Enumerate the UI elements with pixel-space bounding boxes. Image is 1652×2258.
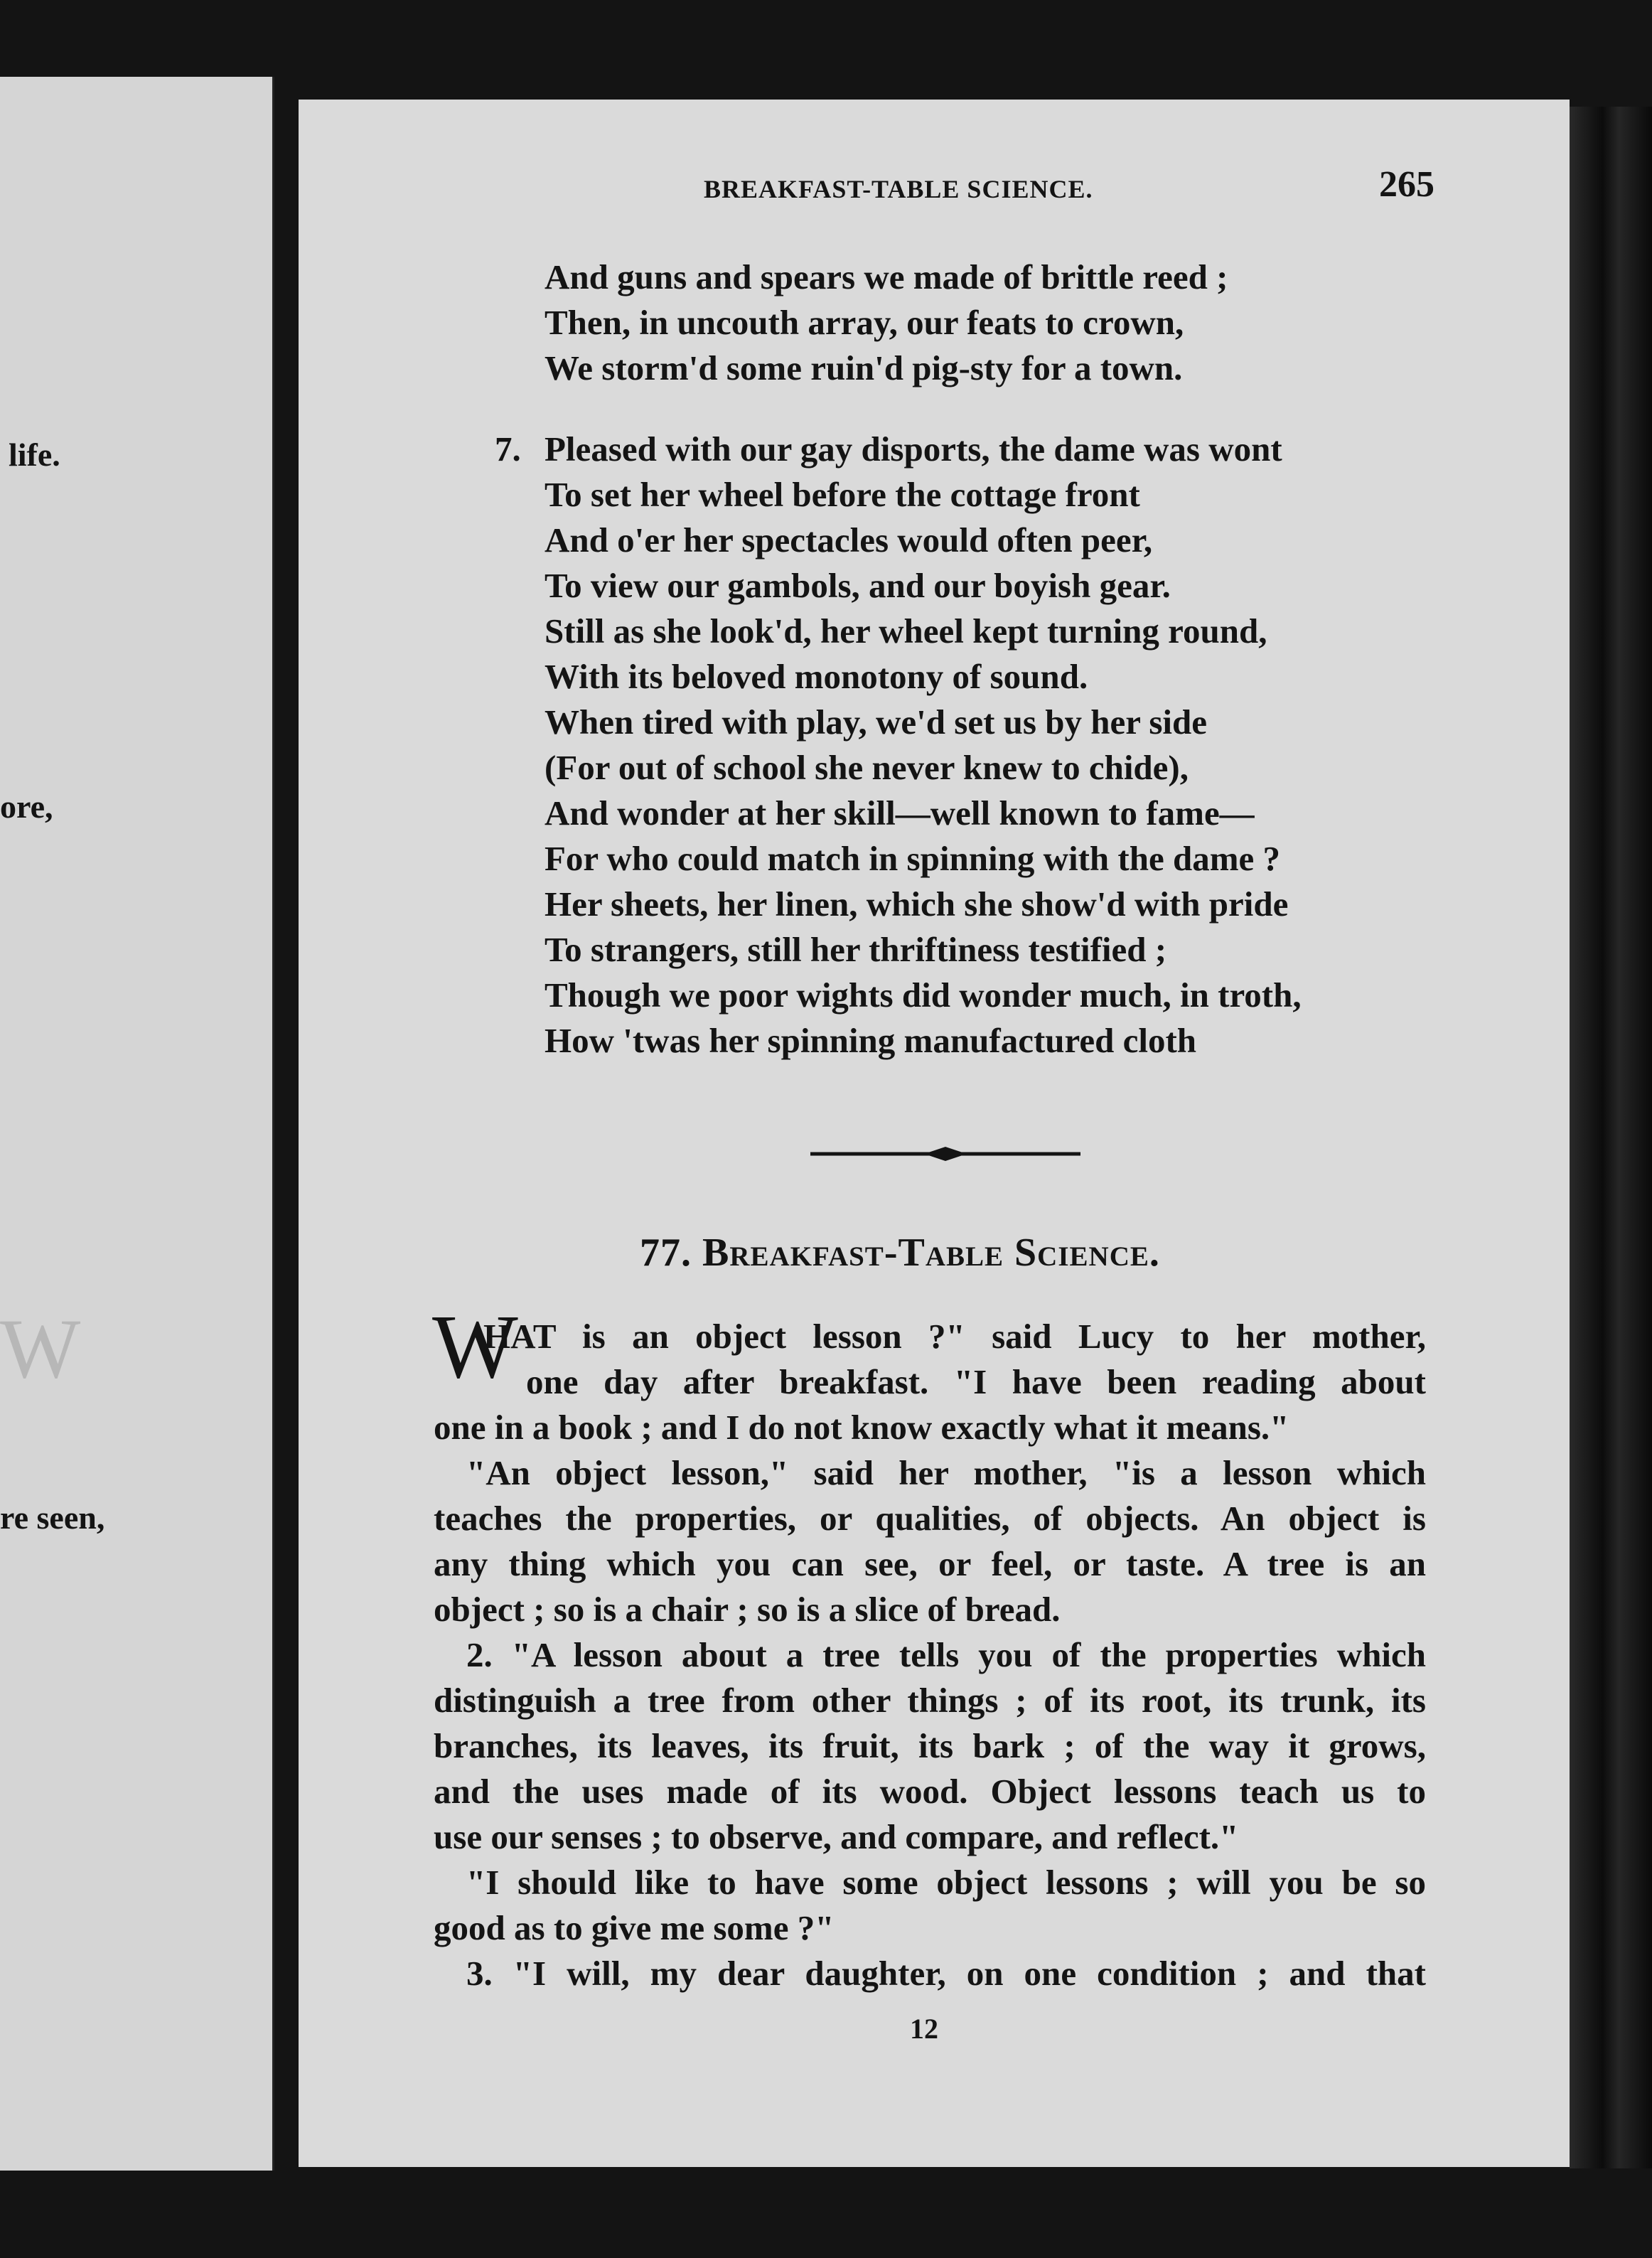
poem-line: To view our gambols, and our boyish gear. [545, 566, 1171, 605]
book-page-edges [1570, 107, 1652, 2168]
drop-cap: W [432, 1296, 518, 1397]
poem-line: Pleased with our gay disports, the dame was wont [545, 429, 1282, 469]
poem-line: And wonder at her skill—well known to fame— [545, 793, 1255, 833]
prose-line: "An object lesson," said her mother, "is a lesson which [466, 1453, 1426, 1492]
running-head: BREAKFAST-TABLE SCIENCE. [704, 175, 1093, 203]
poem-line: (For out of school she never knew to chide), [545, 748, 1189, 787]
left-fragment-2: ore, [0, 788, 53, 825]
prose-line: "I should like to have some object lessons ; will you be so [466, 1863, 1426, 1902]
prose-line: teaches the properties, or qualities, of objects. An object is [434, 1499, 1426, 1538]
section-heading: 77. Breakfast-Table Science. [640, 1231, 1160, 1275]
prose-line: and the uses made of its wood. Object lessons teach us to [434, 1772, 1426, 1811]
right-page [299, 100, 1570, 2167]
left-ghost-letter: W [0, 1301, 81, 1396]
left-facing-page [0, 77, 274, 2171]
prose-line: HAT is an object lesson ?" said Lucy to her mother, [483, 1317, 1426, 1356]
prose-line: 2. "A lesson about a tree tells you of the properties which [466, 1635, 1426, 1674]
prose-line: distinguish a tree from other things ; of its root, its trunk, its [434, 1681, 1426, 1720]
prose-line: object ; so is a chair ; so is a slice of bread. [434, 1590, 1061, 1629]
poem-line: Her sheets, her linen, which she show'd with pride [545, 884, 1289, 924]
prose-line: use our senses ; to observe, and compare, and reflect." [434, 1817, 1239, 1856]
prose-line: any thing which you can see, or feel, or taste. A tree is an [434, 1544, 1426, 1583]
ornamental-divider [810, 1147, 1080, 1161]
poem-line: And o'er her spectacles would often peer, [545, 520, 1153, 560]
poem-line: To strangers, still her thriftiness testified ; [545, 930, 1167, 969]
poem-line: Though we poor wights did wonder much, in troth, [545, 975, 1302, 1015]
prose-line: 3. "I will, my dear daughter, on one condition ; and that [466, 1954, 1426, 1993]
prose-line: one day after breakfast. "I have been reading about [526, 1362, 1426, 1401]
poem-line: Then, in uncouth array, our feats to crown, [545, 303, 1184, 342]
left-fragment-1: life. [9, 437, 60, 473]
poem-line: How 'twas her spinning manufactured cloth [545, 1021, 1197, 1060]
prose-line: branches, its leaves, its fruit, its bark ; of the way it grows, [434, 1726, 1426, 1765]
signature-mark: 12 [910, 2013, 938, 2045]
poem-line: Still as she look'd, her wheel kept turning round, [545, 611, 1267, 651]
prose-line: good as to give me some ?" [434, 1908, 835, 1947]
left-fragment-3: re seen, [0, 1499, 105, 1536]
page-number: 265 [1379, 164, 1434, 205]
poem-line: To set her wheel before the cottage front [545, 475, 1140, 514]
poem-line: With its beloved monotony of sound. [545, 657, 1088, 696]
prose-line: one in a book ; and I do not know exactly what it means." [434, 1408, 1289, 1447]
stanza-number: 7. [495, 429, 521, 469]
poem-line: When tired with play, we'd set us by her side [545, 702, 1208, 742]
poem-line: And guns and spears we made of brittle reed ; [545, 257, 1228, 296]
poem-line: For who could match in spinning with the dame ? [545, 839, 1281, 878]
poem-line: We storm'd some ruin'd pig-sty for a town. [545, 348, 1183, 387]
